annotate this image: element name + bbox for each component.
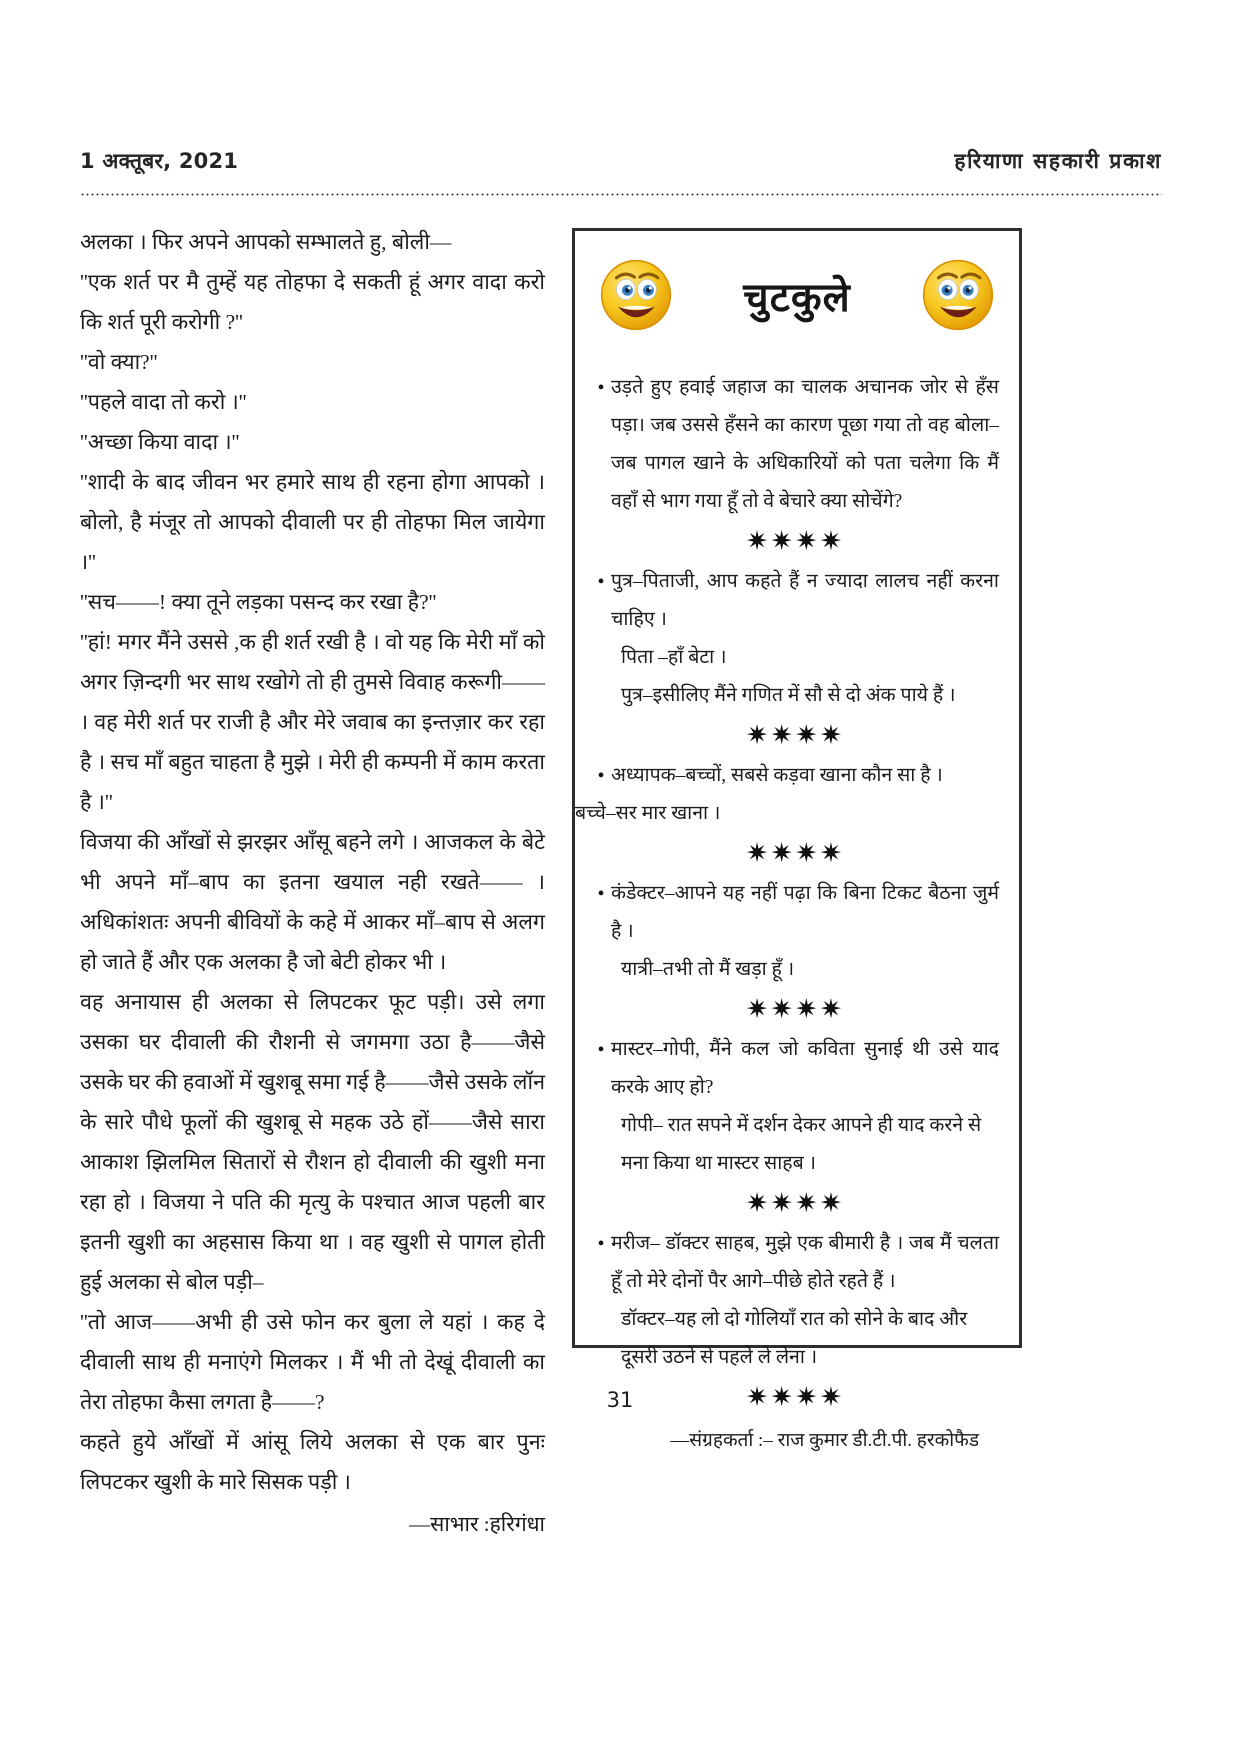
list-item: [591, 1225, 999, 1377]
page-header: [80, 150, 1162, 173]
header-divider: [80, 193, 1162, 196]
jokes-credit: —संग्रहकर्ता :– राज कुमार डी.टी.पी. हरकोफैड: [670, 1430, 979, 1451]
jokes-box-header: [575, 231, 1019, 351]
joke-line: यात्री–तभी तो मैं खड़ा हूँ ।: [621, 959, 795, 980]
joke-line: डॉक्टर–यह लो दो गोलियाँ रात को सोने के बाद और दूसरी उठने से पहले ले लेना ।: [621, 1309, 968, 1368]
joke-line: कंडेक्टर–आपने यह नहीं पढ़ा कि बिना टिकट बैठना जुर्म है ।: [611, 883, 999, 942]
list-item: [591, 1031, 999, 1183]
joke-line: मरीज– डॉक्टर साहब, मुझे एक बीमारी है । जब मैं चलता हूँ तो मेरे दोनों पैर आगे–पीछे होते रहते हैं ।: [611, 1233, 999, 1292]
joke-text: उड़ते हुए हवाई जहाज का चालक अचानक जोर से हँस पड़ा। जब उससे हँसने का कारण पूछा गया तो वह बोला– जब पागल खाने के अधिकारियों को पता चलेगा कि मैं वहाँ से भाग गया हूँ तो वे बेचारे क्या सोचेंगे?: [611, 377, 999, 512]
bullet-icon: •: [597, 377, 605, 399]
bullet-icon: •: [597, 1233, 605, 1255]
jokes-title: चुटकुले: [743, 274, 851, 321]
joke-text: [575, 757, 999, 833]
story-paragraph: अलका । फिर अपने आपको सम्भालते हु, बोली—: [80, 230, 452, 254]
joke-line: बच्चे–सर मार खाना ।: [575, 803, 721, 824]
joke-separator: ✷✷✷✷: [745, 526, 845, 557]
joke-separator: ✷✷✷✷: [745, 838, 845, 869]
story-paragraph: ''एक शर्त पर मै तुम्हें यह तोहफा दे सकती हूं अगर वादा करो कि शर्त पूरी करोगी ?'': [80, 270, 545, 334]
story-credit: —साभार :हरिगंधा: [409, 1512, 545, 1536]
joke-separator: ✷✷✷✷: [745, 994, 845, 1025]
story-paragraph: विजया की आँखों से झरझर आँसू बहने लगे । आजकल के बेटे भी अपने माँ–बाप का इतना खयाल नही रखते—— । अधिकांशतः अपनी बीवियों के कहे में आकर माँ–बाप से अलग हो जाते हैं और एक अलका है जो बेटी होकर भी ।: [80, 830, 545, 974]
story-paragraph: ''हां! मगर मैंने उससे ,क ही शर्त रखी है । वो यह कि मेरी माँ को अगर ज़िन्दगी भर साथ रखोगे तो ही तुमसे विवाह करूगी—— । वह मेरी शर्त पर राजी है और मेरे जवाब का इन्तज़ार कर रहा है । सच माँ बहुत चाहता है मुझे । मेरी ही कम्पनी में काम करता है ।'': [80, 630, 545, 814]
smiley-face-icon: [597, 256, 675, 334]
joke-line: पिता –हाँ बेटा ।: [621, 647, 727, 668]
smiley-face-icon: [919, 256, 997, 334]
story-paragraph: ''वो क्या?'': [80, 350, 158, 374]
page-number: 31: [606, 1388, 634, 1412]
story-paragraph: ''पहले वादा तो करो ।'': [80, 390, 247, 414]
bullet-icon: •: [597, 765, 605, 787]
story-paragraph: ''शादी के बाद जीवन भर हमारे साथ ही रहना होगा आपको । बोलो, है मंजूर तो आपको दीवाली पर ही तोहफा मिल जायेगा ।'': [80, 470, 545, 574]
bullet-icon: •: [597, 883, 605, 905]
joke-text: [611, 875, 999, 989]
list-item: [575, 757, 999, 833]
story-paragraph: कहते हुये आँखों में आंसू लिये अलका से एक बार पुनः लिपटकर खुशी के मारे सिसक पड़ी ।: [80, 1430, 545, 1494]
list-item: [591, 875, 999, 989]
joke-text: [611, 1031, 999, 1183]
joke-text: [611, 1225, 999, 1377]
publication-name: हरियाणा सहकारी प्रकाश: [954, 149, 1162, 173]
joke-separator: ✷✷✷✷: [745, 1382, 845, 1413]
joke-line: पुत्र–इसीलिए मैंने गणित में सौ से दो अंक पाये हैं ।: [621, 685, 956, 706]
story-paragraph: ''तो आज——अभी ही उसे फोन कर बुला ले यहां । कह दे दीवाली साथ ही मनाएंगे मिलकर । मैं भी तो देखूं दीवाली का तेरा तोहफा कैसा लगता है——?: [80, 1310, 545, 1414]
joke-line: गोपी– रात सपने में दर्शन देकर आपने ही याद करने से मना किया था मास्टर साहब ।: [621, 1115, 982, 1174]
issue-date: 1 अक्तूबर, 2021: [80, 149, 239, 173]
joke-line: अध्यापक–बच्चों, सबसे कड़वा खाना कौन सा है ।: [611, 765, 943, 786]
list-item: [591, 563, 999, 715]
joke-text: [611, 563, 999, 715]
joke-separator: ✷✷✷✷: [745, 720, 845, 751]
joke-line: पुत्र–पिताजी, आप कहते हैं न ज्यादा लालच नहीं करना चाहिए ।: [611, 571, 999, 630]
story-paragraph: वह अनायास ही अलका से लिपटकर फूट पड़ी। उसे लगा उसका घर दीवाली की रौशनी से जगमगा उठा है——जैसे उसके घर की हवाओं में खुशबू समा गई है——जैसे उसके लॉन के सारे पौधे फूलों की खुशबू से महक उठे हों——जैसे सारा आकाश झिलमिल सितारों से रौशन हो दीवाली की खुशी मना रहा हो । विजया ने पति की मृत्यु के पश्चात आज पहली बार इतनी खुशी का अहसास किया था । वह खुशी से पागल होती हुई अलका से बोल पड़ी–: [80, 990, 545, 1294]
joke-line: मास्टर–गोपी, मैंने कल जो कविता सुनाई थी उसे याद करके आए हो?: [611, 1039, 999, 1098]
bullet-icon: •: [597, 1039, 605, 1061]
list-item: [591, 369, 999, 521]
story-paragraph: ''अच्छा किया वादा ।'': [80, 430, 240, 454]
story-column: [80, 222, 545, 1544]
jokes-list: [575, 351, 1019, 1457]
story-paragraph: ''सच——! क्या तूने लड़का पसन्द कर रखा है?'': [80, 590, 437, 614]
joke-separator: ✷✷✷✷: [745, 1188, 845, 1219]
bullet-icon: •: [597, 571, 605, 593]
